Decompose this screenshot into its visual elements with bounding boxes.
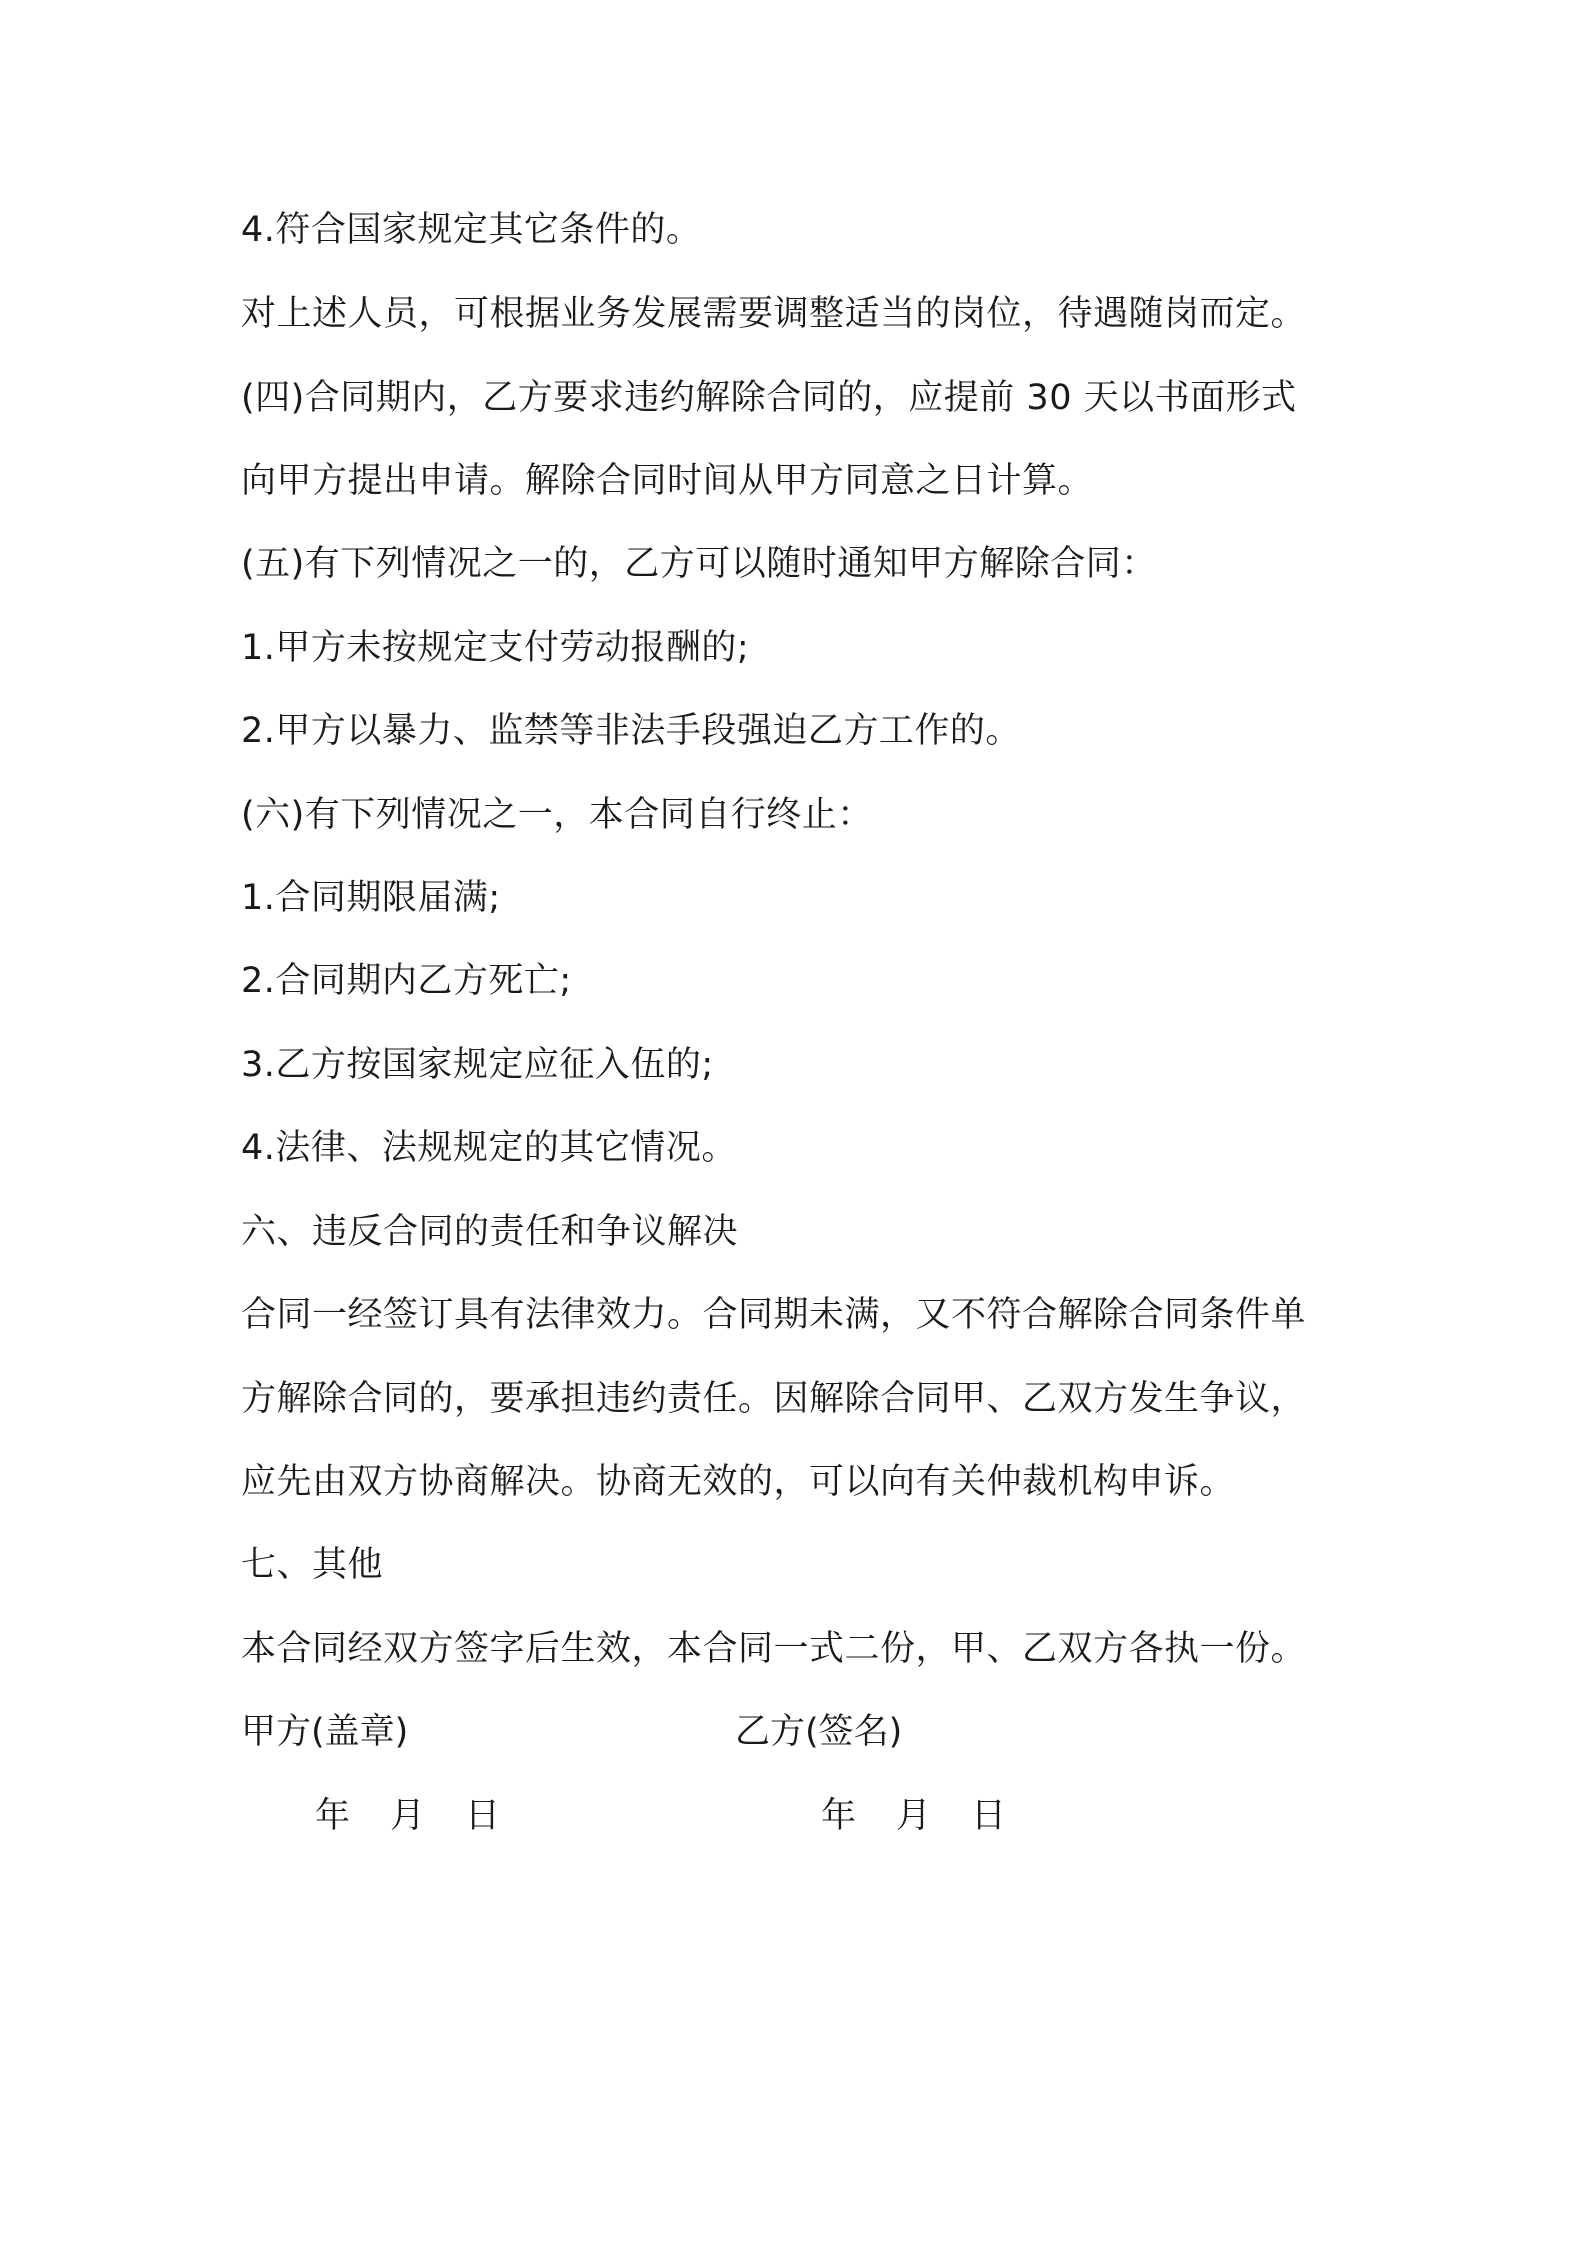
party-a-date-year: 年 xyxy=(315,1796,351,1836)
body-line-3: (四)合同期内，乙方要求违约解除合同的，应提前 30 天以书面形式 xyxy=(241,378,1297,418)
party-b-label: 乙方(签名) xyxy=(735,1712,903,1752)
body-line-16: 应先由双方协商解决。协商无效的，可以向有关仲裁机构申诉。 xyxy=(241,1462,1236,1502)
body-line-9: 1.合同期限届满; xyxy=(241,878,501,918)
section-heading-other: 七、其他 xyxy=(241,1545,384,1585)
body-line-5: (五)有下列情况之一的，乙方可以随时通知甲方解除合同： xyxy=(241,544,1157,584)
body-line-12: 4.法律、法规规定的其它情况。 xyxy=(241,1128,737,1168)
body-line-2: 对上述人员，可根据业务发展需要调整适当的岗位，待遇随岗而定。 xyxy=(241,294,1307,334)
body-line-1: 4.符合国家规定其它条件的。 xyxy=(241,210,702,250)
party-b-date-month: 月 xyxy=(896,1796,932,1836)
signature-parties-row xyxy=(241,1708,1341,1756)
party-b-date-day: 日 xyxy=(971,1796,1007,1836)
body-line-7: 2.甲方以暴力、监禁等非法手段强迫乙方工作的。 xyxy=(241,711,1021,751)
body-line-14: 合同一经签订具有法律效力。合同期未满，又不符合解除合同条件单 xyxy=(241,1295,1307,1335)
party-a-label: 甲方(盖章) xyxy=(241,1712,409,1752)
body-line-11: 3.乙方按国家规定应征入伍的; xyxy=(241,1045,714,1085)
body-line-8: (六)有下列情况之一，本合同自行终止： xyxy=(241,795,873,835)
body-line-15: 方解除合同的，要承担违约责任。因解除合同甲、乙双方发生争议， xyxy=(241,1379,1307,1419)
signature-date-row xyxy=(241,1792,1341,1840)
body-line-6: 1.甲方未按规定支付劳动报酬的; xyxy=(241,628,750,668)
party-a-date-day: 日 xyxy=(465,1796,501,1836)
body-line-4: 向甲方提出申请。解除合同时间从甲方同意之日计算。 xyxy=(241,461,1094,501)
body-line-18: 本合同经双方签字后生效，本合同一式二份，甲、乙双方各执一份。 xyxy=(241,1629,1307,1669)
party-b-date-year: 年 xyxy=(821,1796,857,1836)
party-a-date-month: 月 xyxy=(390,1796,426,1836)
section-heading-breach: 六、违反合同的责任和争议解决 xyxy=(241,1212,739,1252)
body-line-10: 2.合同期内乙方死亡; xyxy=(241,961,572,1001)
